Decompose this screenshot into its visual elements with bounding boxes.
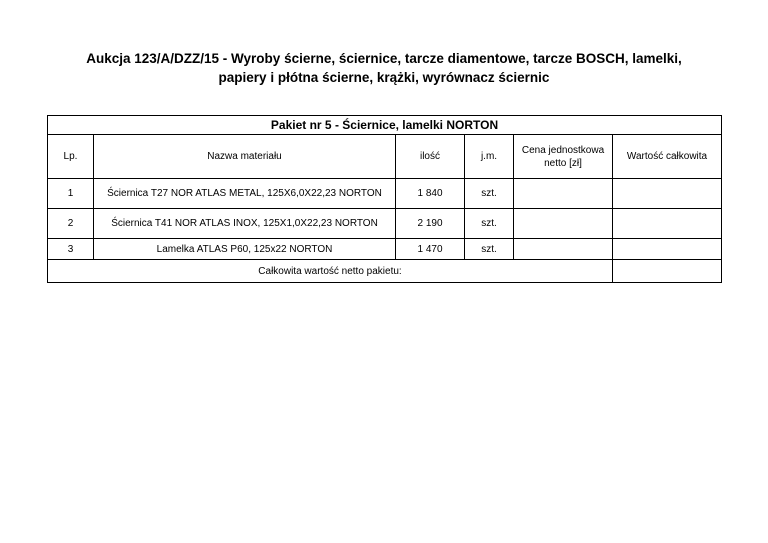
column-header-unit: j.m. — [465, 135, 514, 179]
row-unit-price-cell[interactable] — [514, 209, 613, 239]
row-total-value-cell[interactable] — [613, 179, 722, 209]
package-table — [47, 115, 722, 283]
row-lp: 3 — [48, 239, 94, 260]
table-header-row — [48, 135, 722, 179]
table-row — [48, 209, 722, 239]
row-total-value-cell[interactable] — [613, 239, 722, 260]
package-total-value-cell[interactable] — [613, 260, 722, 283]
package-title: Pakiet nr 5 - Ściernice, lamelki NORTON — [48, 116, 722, 135]
row-qty: 2 190 — [396, 209, 465, 239]
table-row — [48, 239, 722, 260]
package-total-row — [48, 260, 722, 283]
row-unit: szt. — [465, 179, 514, 209]
row-total-value-cell[interactable] — [613, 209, 722, 239]
column-header-total-value: Wartość całkowita — [613, 135, 722, 179]
document-title-line-1: Aukcja 123/A/DZZ/15 - Wyroby ścierne, ściernice, tarcze diamentowe, tarcze BOSCH, lamelki, — [86, 51, 682, 66]
table-row — [48, 179, 722, 209]
document-title — [0, 49, 768, 87]
row-unit-price-cell[interactable] — [514, 239, 613, 260]
row-name: Ściernica T27 NOR ATLAS METAL, 125X6,0X22,23 NORTON — [94, 179, 396, 209]
row-qty: 1 470 — [396, 239, 465, 260]
row-name: Lamelka ATLAS P60, 125x22 NORTON — [94, 239, 396, 260]
column-header-lp: Lp. — [48, 135, 94, 179]
row-lp: 1 — [48, 179, 94, 209]
row-unit: szt. — [465, 239, 514, 260]
column-header-qty: ilość — [396, 135, 465, 179]
column-header-unit-price: Cena jednostkowa netto [zł] — [514, 135, 613, 179]
document-title-line-2: papiery i płótna ścierne, krążki, wyrównacz ściernic — [218, 70, 550, 85]
row-unit-price-cell[interactable] — [514, 179, 613, 209]
package-total-label: Całkowita wartość netto pakietu: — [48, 260, 613, 283]
column-header-name: Nazwa materiału — [94, 135, 396, 179]
row-qty: 1 840 — [396, 179, 465, 209]
row-lp: 2 — [48, 209, 94, 239]
row-name: Ściernica T41 NOR ATLAS INOX, 125X1,0X22,23 NORTON — [94, 209, 396, 239]
row-unit: szt. — [465, 209, 514, 239]
